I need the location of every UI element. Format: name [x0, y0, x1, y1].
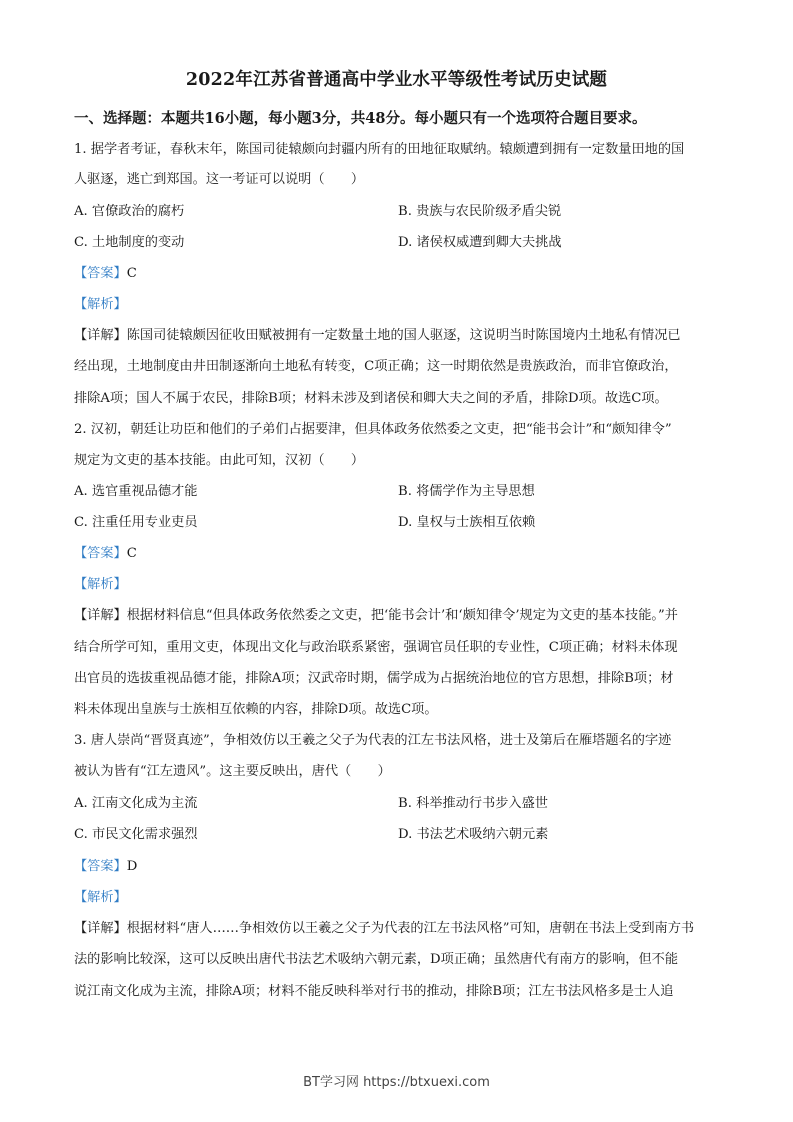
q2-stem-line-2: 规定为文吏的基本技能。由此可知，汉初（ ） — [74, 453, 365, 468]
analysis-tag: 【解析】 — [74, 297, 127, 312]
q1-option-c: C. 土地制度的变动 — [74, 235, 185, 250]
q2-option-b: B. 将儒学作为主导思想 — [398, 484, 535, 499]
q2-detail-line-2: 结合所学可知，重用文吏，体现出文化与政治联系紧密，强调官员任职的专业性，C项正确；材料未体现 — [74, 640, 678, 655]
q1-detail-line-2: 经出现，土地制度由井田制逐渐向土地私有转变，C项正确；这一时期依然是贵族政治，而非官僚政治， — [74, 359, 678, 374]
answer-tag: 【答案】 — [74, 266, 127, 281]
q1-option-a: A. 官僚政治的腐朽 — [74, 204, 185, 219]
q1-answer — [74, 264, 724, 284]
q3-answer-value: D — [126, 859, 138, 874]
q1-answer-value: C — [126, 266, 137, 281]
q3-option-d: D. 书法艺术吸纳六朝元素 — [398, 827, 549, 842]
q1-option-d: D. 诸侯权威遭到卿大夫挑战 — [398, 235, 562, 250]
q1-stem-line-1: 1. 据学者考证，春秋末年，陈国司徒辕颇向封疆内所有的田地征取赋纳。辕颇遭到拥有一定数量田地的国 — [74, 142, 685, 157]
q3-stem-line-2: 被认为皆有“江左遗风”。这主要反映出，唐代（ ） — [74, 764, 391, 779]
q2-answer-value: C — [126, 546, 137, 561]
detail-tag: 【详解】 — [74, 328, 127, 343]
q3-option-c: C. 市民文化需求强烈 — [74, 827, 198, 842]
q2-stem-line-1: 2. 汉初，朝廷让功臣和他们的子弟们占据要津，但具体政务依然委之文吏，把“能书会计”和“颇知律令” — [74, 422, 672, 437]
q2-answer — [74, 544, 724, 564]
analysis-tag: 【解析】 — [74, 577, 127, 592]
q3-detail-line-2: 法的影响比较深，这可以反映出唐代书法艺术吸纳六朝元素，D项正确；虽然唐代有南方的影响，但不能 — [74, 952, 679, 967]
q1-option-b: B. 贵族与农民阶级矛盾尖锐 — [398, 204, 562, 219]
q2-option-c: C. 注重任用专业吏员 — [74, 515, 198, 530]
detail-tag: 【详解】 — [74, 608, 127, 623]
q1-analysis — [74, 295, 724, 315]
q1-detail-line-1: 【详解】陈国司徒辕颇因征收田赋被拥有一定数量土地的国人驱逐，这说明当时陈国境内土地私有情况已 — [74, 328, 681, 343]
q2-option-a: A. 选官重视品德才能 — [74, 484, 198, 499]
q2-option-d: D. 皇权与士族相互依赖 — [398, 515, 536, 530]
q3-answer — [74, 857, 724, 877]
detail-tag: 【详解】 — [74, 921, 127, 936]
q3-stem-line-1: 3. 唐人崇尚“晋贤真迹”，争相效仿以王羲之父子为代表的江左书法风格，进士及第后在雁塔题名的字迹 — [74, 733, 672, 748]
q2-detail-line-1: 【详解】根据材料信息“但具体政务依然委之文吏，把‘能书会计’和‘颇知律令’规定为文吏的基本技能。”并 — [74, 608, 678, 623]
q3-detail-line-1: 【详解】根据材料“唐人……争相效仿以王羲之父子为代表的江左书法风格”可知，唐朝在书法上受到南方书 — [74, 921, 695, 936]
q1-stem-line-2: 人驱逐，逃亡到郑国。这一考证可以说明（ ） — [74, 172, 365, 187]
q1-detail-line-3: 排除A项；国人不属于农民，排除B项；材料未涉及到诸侯和卿大夫之间的矛盾，排除D项。故选C项。 — [74, 391, 668, 406]
q3-option-b: B. 科举推动行书步入盛世 — [398, 796, 548, 811]
footer-watermark: BT学习网 https://btxuexi.com — [303, 1075, 490, 1090]
answer-tag: 【答案】 — [74, 546, 127, 561]
q2-detail-line-3: 出官员的选拔重视品德才能，排除A项；汉武帝时期，儒学成为占据统治地位的官方思想，排除B项；材 — [74, 671, 674, 686]
page-title: 2022年江苏省普通高中学业水平等级性考试历史试题 — [185, 70, 608, 90]
answer-tag: 【答案】 — [74, 859, 127, 874]
q3-analysis — [74, 888, 724, 908]
q3-detail-line-3: 说江南文化成为主流，排除A项；材料不能反映科举对行书的推动，排除B项；江左书法风格多是士人追 — [74, 984, 674, 999]
q3-option-a: A. 江南文化成为主流 — [74, 796, 198, 811]
q2-analysis — [74, 575, 724, 595]
analysis-tag: 【解析】 — [74, 890, 127, 905]
q2-detail-line-4: 料未体现出皇族与士族相互依赖的内容，排除D项。故选C项。 — [74, 702, 438, 717]
section-heading: 一、选择题：本题共16小题，每小题3分，共48分。每小题只有一个选项符合题目要求。 — [74, 110, 647, 127]
